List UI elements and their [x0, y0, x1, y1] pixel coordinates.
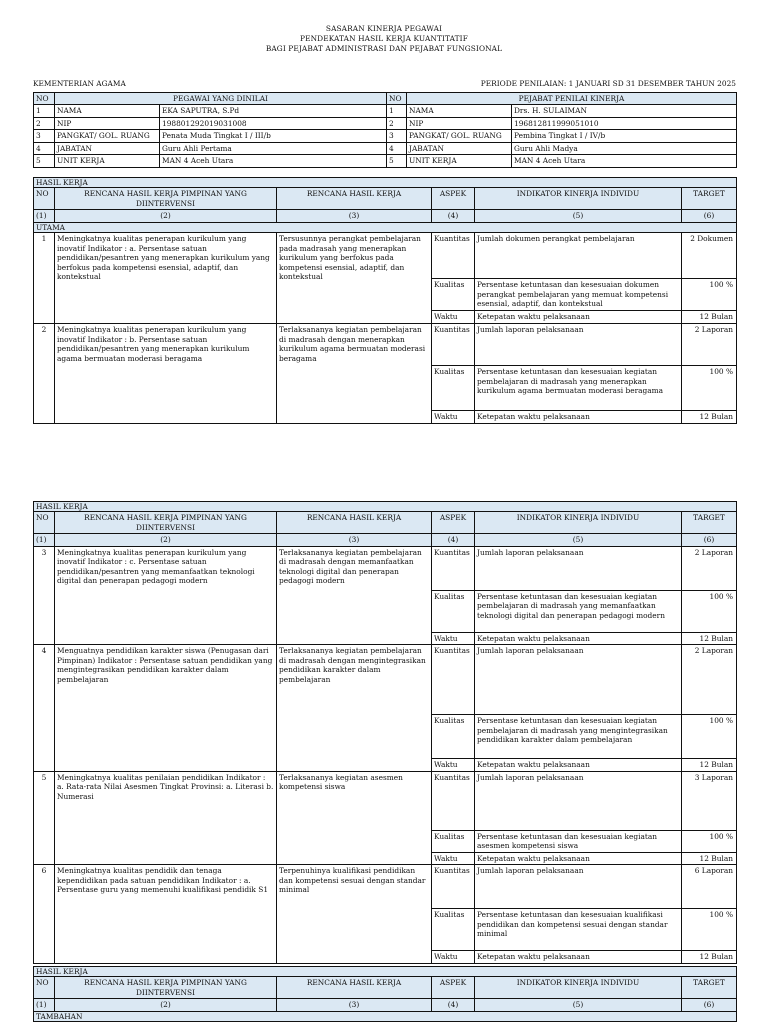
column-number: (5) [475, 210, 682, 222]
identity-col-no-left: NO [34, 93, 55, 105]
col-indikator-heading: INDIKATOR KINERJA INDIVIDU [475, 977, 682, 999]
indicator-row [34, 865, 737, 909]
identity-no-right: 2 [387, 117, 407, 129]
identity-label-left: NIP [55, 117, 160, 129]
aspek-cell: Waktu [432, 951, 475, 963]
section-hasil-kerja: HASIL KERJA [34, 178, 737, 188]
pegawai-dinilai-heading: PEGAWAI YANG DINILAI [55, 93, 387, 105]
column-number: (6) [682, 210, 737, 222]
aspek-cell: Waktu [432, 852, 475, 864]
target-cell: 12 Bulan [682, 759, 737, 771]
aspek-cell: Kualitas [432, 590, 475, 632]
pegawai-value: EKA SAPUTRA, S.Pd [160, 105, 387, 117]
aspek-cell: Kualitas [432, 715, 475, 759]
rhk-cell: Terlaksananya kegiatan pembelajaran di madrasah dengan memanfaatkan teknologi digital dan penerapan pedagogi modern [277, 546, 432, 644]
indikator-cell: Jumlah laporan pelaksanaan [475, 645, 682, 715]
column-number: (5) [475, 999, 682, 1011]
target-cell: 2 Laporan [682, 546, 737, 590]
indikator-cell: Persentase ketuntasan dan kesesuaian kegiatan pembelajaran di madrasah yang mengintegrasikan pendidikan karakter dalam pembelajaran [475, 715, 682, 759]
penilai-value: 196812811999051010 [512, 117, 737, 129]
col-aspek-heading: ASPEK [432, 977, 475, 999]
identity-no-right: 5 [387, 155, 407, 167]
column-number: (3) [277, 210, 432, 222]
target-cell: 100 % [682, 830, 737, 852]
col-no-heading: NO [34, 188, 55, 210]
target-cell: 6 Laporan [682, 865, 737, 909]
col-indikator-heading: INDIKATOR KINERJA INDIVIDU [475, 512, 682, 534]
indikator-cell: Ketepatan waktu pelaksanaan [475, 759, 682, 771]
col-no-heading: NO [34, 512, 55, 534]
col-target-heading: TARGET [682, 977, 737, 999]
aspek-cell: Waktu [432, 632, 475, 644]
identity-no-right: 4 [387, 142, 407, 154]
aspek-cell: Kuantitas [432, 233, 475, 279]
aspek-cell: Waktu [432, 411, 475, 423]
identity-col-no-right: NO [387, 93, 407, 105]
column-number: (6) [682, 534, 737, 546]
col-target-heading: TARGET [682, 512, 737, 534]
identity-row [34, 117, 737, 129]
column-number: (1) [34, 999, 55, 1011]
hasil-kerja-table-2 [33, 501, 737, 964]
pegawai-value: 198801292019031008 [160, 117, 387, 129]
penilai-value: MAN 4 Aceh Utara [512, 155, 737, 167]
col-indikator-heading: INDIKATOR KINERJA INDIVIDU [475, 188, 682, 210]
identity-label-right: JABATAN [407, 142, 512, 154]
rhk-pimpinan-cell: Meningkatnya kualitas pendidik dan tenaga kependidikan pada satuan pendidikan Indikator : a. Persentase guru yang memenuhi kualifikasi pendidik S1 [55, 865, 277, 963]
pejabat-penilai-heading: PEJABAT PENILAI KINERJA [407, 93, 737, 105]
col-rhk-heading: RENCANA HASIL KERJA [277, 188, 432, 210]
col-aspek-heading: ASPEK [432, 512, 475, 534]
indikator-cell: Jumlah laporan pelaksanaan [475, 771, 682, 830]
identity-no-right: 1 [387, 105, 407, 117]
section-row [34, 178, 737, 188]
aspek-cell: Kuantitas [432, 771, 475, 830]
meta-row [33, 79, 736, 88]
target-cell: 12 Bulan [682, 951, 737, 963]
target-cell: 100 % [682, 366, 737, 411]
column-number: (1) [34, 210, 55, 222]
target-cell: 2 Laporan [682, 324, 737, 366]
col-target-heading: TARGET [682, 188, 737, 210]
aspek-cell: Waktu [432, 759, 475, 771]
rhk-pimpinan-cell: Meningkatnya kualitas penerapan kurikulum yang inovatif Indikator : b. Persentase satuan pendidikan/pesantren yang menerapkan kurikulum agama bermuatan moderasi beragama [55, 324, 277, 423]
indicator-row [34, 324, 737, 366]
col-rhk-heading: RENCANA HASIL KERJA [277, 977, 432, 999]
indikator-cell: Ketepatan waktu pelaksanaan [475, 411, 682, 423]
column-number: (4) [432, 534, 475, 546]
item-no: 2 [34, 324, 55, 423]
hasil-kerja-table-1 [33, 177, 737, 424]
item-no: 5 [34, 771, 55, 864]
aspek-cell: Waktu [432, 311, 475, 324]
section-row [34, 502, 737, 512]
indikator-cell: Ketepatan waktu pelaksanaan [475, 852, 682, 864]
section-row [34, 967, 737, 977]
column-header-row [34, 977, 737, 999]
penilai-value: Guru Ahli Madya [512, 142, 737, 154]
indicator-row [34, 645, 737, 715]
penilai-value: Pembina Tingkat I / IV/b [512, 130, 737, 142]
pegawai-value: Guru Ahli Pertama [160, 142, 387, 154]
title-line-2: PENDEKATAN HASIL KERJA KUANTITATIF [300, 34, 468, 43]
instansi-label: KEMENTERIAN AGAMA [33, 79, 126, 88]
identity-label-right: UNIT KERJA [407, 155, 512, 167]
identity-no-left: 2 [34, 117, 55, 129]
identity-no-left: 4 [34, 142, 55, 154]
indikator-cell: Ketepatan waktu pelaksanaan [475, 951, 682, 963]
rhk-cell: Terpenuhinya kualifikasi pendidikan dan kompetensi sesuai dengan standar minimal [277, 865, 432, 963]
indicator-row [34, 546, 737, 590]
target-cell: 12 Bulan [682, 411, 737, 423]
title-line-1: SASARAN KINERJA PEGAWAI [325, 24, 443, 33]
document-title [0, 24, 768, 54]
item-no: 3 [34, 546, 55, 644]
indikator-cell: Jumlah dokumen perangkat pembelajaran [475, 233, 682, 279]
column-number: (5) [475, 534, 682, 546]
column-number-row [34, 999, 737, 1011]
indikator-cell: Jumlah laporan pelaksanaan [475, 324, 682, 366]
indikator-cell: Ketepatan waktu pelaksanaan [475, 311, 682, 324]
col-rhk-heading: RENCANA HASIL KERJA [277, 512, 432, 534]
rhk-pimpinan-cell: Meningkatnya kualitas penilaian pendidikan Indikator : a. Rata-rata Nilai Asesmen Tingkat Provinsi: a. Literasi b. Numerasi [55, 771, 277, 864]
identity-no-left: 3 [34, 130, 55, 142]
identity-header-row [34, 93, 737, 105]
penilai-value: Drs. H. SULAIMAN [512, 105, 737, 117]
aspek-cell: Kuantitas [432, 645, 475, 715]
identity-label-left: JABATAN [55, 142, 160, 154]
identity-no-right: 3 [387, 130, 407, 142]
section-tambahan: TAMBAHAN [34, 1011, 737, 1021]
column-number: (3) [277, 999, 432, 1011]
column-number: (4) [432, 210, 475, 222]
target-cell: 2 Laporan [682, 645, 737, 715]
identity-label-left: PANGKAT/ GOL. RUANG [55, 130, 160, 142]
column-number: (2) [55, 534, 277, 546]
target-cell: 12 Bulan [682, 311, 737, 324]
column-number-row [34, 534, 737, 546]
column-number: (6) [682, 999, 737, 1011]
column-number: (2) [55, 999, 277, 1011]
col-aspek-heading: ASPEK [432, 188, 475, 210]
target-cell: 2 Dokumen [682, 233, 737, 279]
rhk-cell: Terlaksananya kegiatan asesmen kompetensi siswa [277, 771, 432, 864]
target-cell: 100 % [682, 909, 737, 951]
col-rhk-pimpinan-heading: RENCANA HASIL KERJA PIMPINAN YANG DIINTERVENSI [55, 977, 277, 999]
title-line-3: BAGI PEJABAT ADMINISTRASI DAN PEJABAT FUNGSIONAL [265, 44, 503, 53]
rhk-cell: Tersusunnya perangkat pembelajaran pada madrasah yang menerapkan kurikulum yang berfokus pada kompetensi esensial, adaptif, dan kontekstual [277, 233, 432, 324]
identity-label-left: NAMA [55, 105, 160, 117]
col-rhk-pimpinan-heading: RENCANA HASIL KERJA PIMPINAN YANG DIINTERVENSI [55, 512, 277, 534]
indikator-cell: Ketepatan waktu pelaksanaan [475, 632, 682, 644]
identity-row [34, 130, 737, 142]
rhk-cell: Terlaksananya kegiatan pembelajaran di madrasah dengan mengintegrasikan pendidikan karakter dalam pembelajaran [277, 645, 432, 771]
item-no: 1 [34, 233, 55, 324]
indikator-cell: Jumlah laporan pelaksanaan [475, 865, 682, 909]
column-header-row [34, 188, 737, 210]
item-no: 4 [34, 645, 55, 771]
target-cell: 100 % [682, 715, 737, 759]
indikator-cell: Jumlah laporan pelaksanaan [475, 546, 682, 590]
rhk-cell: Terlaksananya kegiatan pembelajaran di madrasah dengan menerapkan kurikulum agama bermuatan moderasi beragama [277, 324, 432, 423]
column-number: (3) [277, 534, 432, 546]
rhk-pimpinan-cell: Meningkatnya kualitas penerapan kurikulum yang inovatif Indikator : a. Persentase satuan pendidikan/pesantren yang menerapkan kurikulum yang berfokus pada kompetensi esensial, adaptif, dan kontekstual [55, 233, 277, 324]
column-number: (2) [55, 210, 277, 222]
identity-row [34, 155, 737, 167]
indicator-row [34, 233, 737, 279]
indikator-cell: Persentase ketuntasan dan kesesuaian kualifikasi pendidikan dan kompetensi sesuai dengan standar minimal [475, 909, 682, 951]
column-header-row [34, 512, 737, 534]
identity-no-left: 5 [34, 155, 55, 167]
column-number-row [34, 210, 737, 222]
section-hasil-kerja: HASIL KERJA [34, 502, 737, 512]
target-cell: 12 Bulan [682, 632, 737, 644]
hasil-kerja-table-3 [33, 966, 737, 1022]
target-cell: 100 % [682, 590, 737, 632]
target-cell: 100 % [682, 279, 737, 311]
identity-table [33, 92, 737, 168]
identity-label-right: NAMA [407, 105, 512, 117]
indikator-cell: Persentase ketuntasan dan kesesuaian dokumen perangkat pembelajaran yang memuat kompetensi esensial, adaptif, dan kontekstual [475, 279, 682, 311]
indikator-cell: Persentase ketuntasan dan kesesuaian kegiatan pembelajaran di madrasah yang menerapkan kurikulum agama bermuatan moderasi beragama [475, 366, 682, 411]
identity-label-right: PANGKAT/ GOL. RUANG [407, 130, 512, 142]
identity-label-right: NIP [407, 117, 512, 129]
indicator-row [34, 771, 737, 830]
indikator-cell: Persentase ketuntasan dan kesesuaian kegiatan pembelajaran di madrasah yang memanfaatkan teknologi digital dan penerapan pedagogi modern [475, 590, 682, 632]
rhk-pimpinan-cell: Meningkatnya kualitas penerapan kurikulum yang inovatif Indikator : c. Persentase satuan pendidikan/pesantren yang memanfaatkan teknologi digital dan penerapan pedagogi modern [55, 546, 277, 644]
aspek-cell: Kualitas [432, 366, 475, 411]
column-number: (4) [432, 999, 475, 1011]
column-number: (1) [34, 534, 55, 546]
aspek-cell: Kuantitas [432, 324, 475, 366]
rhk-pimpinan-cell: Menguatnya pendidikan karakter siswa (Penugasan dari Pimpinan) Indikator : Persentase satuan pendidikan yang mengintegrasikan pendidikan karakter dalam pembelajaran [55, 645, 277, 771]
identity-row [34, 142, 737, 154]
identity-label-left: UNIT KERJA [55, 155, 160, 167]
target-cell: 12 Bulan [682, 852, 737, 864]
periode-label: PERIODE PENILAIAN: 1 JANUARI SD 31 DESEMBER TAHUN 2025 [480, 79, 736, 88]
section-hasil-kerja: HASIL KERJA [34, 967, 737, 977]
pegawai-value: MAN 4 Aceh Utara [160, 155, 387, 167]
aspek-cell: Kuantitas [432, 546, 475, 590]
item-no: 6 [34, 865, 55, 963]
pegawai-value: Penata Muda Tingkat I / III/b [160, 130, 387, 142]
identity-no-left: 1 [34, 105, 55, 117]
col-rhk-pimpinan-heading: RENCANA HASIL KERJA PIMPINAN YANG DIINTERVENSI [55, 188, 277, 210]
col-no-heading: NO [34, 977, 55, 999]
aspek-cell: Kualitas [432, 830, 475, 852]
indikator-cell: Persentase ketuntasan dan kesesuaian kegiatan asesmen kompetensi siswa [475, 830, 682, 852]
aspek-cell: Kuantitas [432, 865, 475, 909]
target-cell: 3 Laporan [682, 771, 737, 830]
identity-row [34, 105, 737, 117]
aspek-cell: Kualitas [432, 279, 475, 311]
section-utama: UTAMA [34, 222, 737, 232]
aspek-cell: Kualitas [432, 909, 475, 951]
